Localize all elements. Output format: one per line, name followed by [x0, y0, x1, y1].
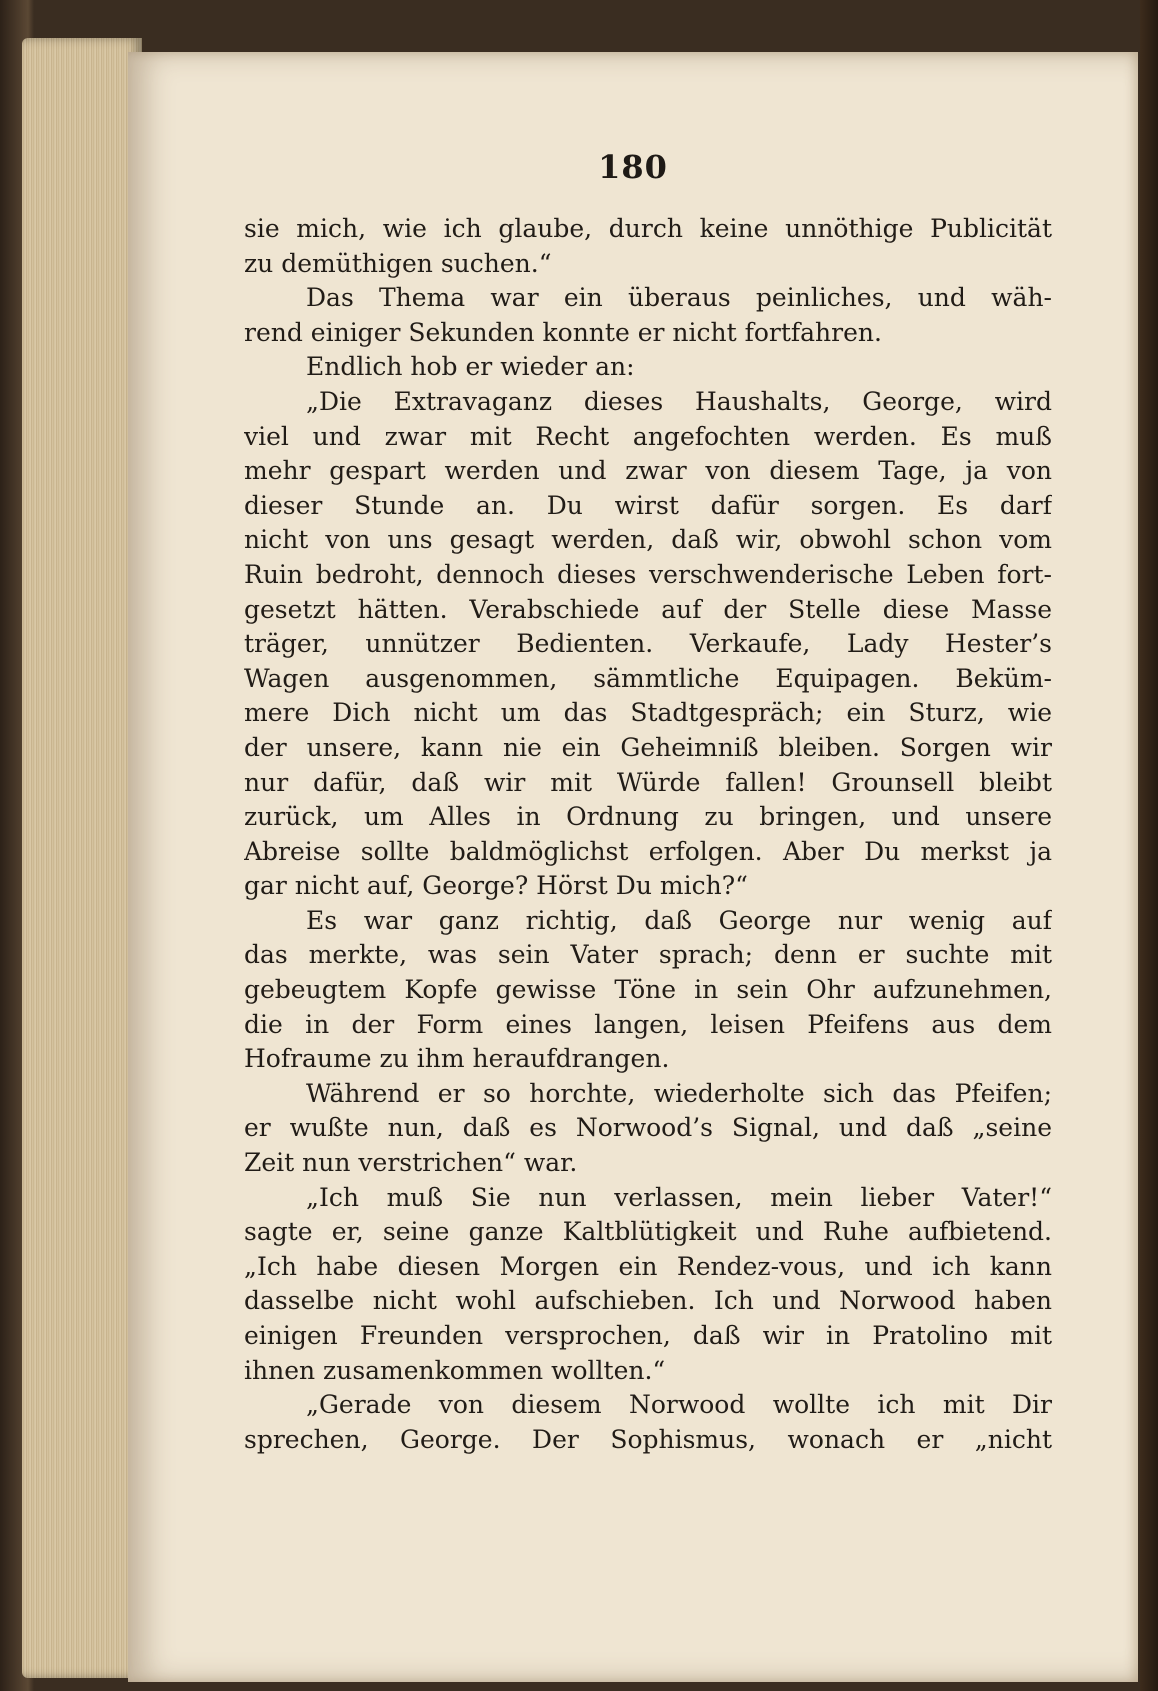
text-line: „Ich habe diesen Morgen ein Rendez-vous, und ich kann	[244, 1251, 1052, 1281]
text-line: Es war ganz richtig, daß George nur wenig auf	[306, 905, 1052, 935]
text-line: einigen Freunden versprochen, daß wir in Pratolino mit	[244, 1321, 1052, 1350]
text-line: Das Thema war ein überaus peinliches, und wäh-	[306, 283, 1052, 313]
text-line: „Ich muß Sie nun verlassen, mein lieber Vater!“	[306, 1182, 1052, 1212]
text-line: mehr gespart werden und zwar von diesem Tage, ja von	[244, 456, 1052, 486]
page-number: 180	[598, 148, 668, 186]
text-line: gesetzt hätten. Verabschiede auf der Stelle diese Masse	[244, 594, 1052, 624]
text-line: zurück, um Alles in Ordnung zu bringen, und unsere	[244, 802, 1052, 832]
page-edges	[22, 38, 142, 1678]
text-line: Ruin bedroht, dennoch dieses verschwenderische Leben fort-	[244, 559, 1052, 589]
text-line: „Die Extravaganz dieses Haushalts, George, wird	[306, 386, 1052, 416]
text-line: dieser Stunde an. Du wirst dafür sorgen. Es darf	[244, 490, 1052, 520]
body-text	[244, 212, 1052, 1457]
text-line: Hofraume zu ihm heraufdrangen.	[244, 1044, 670, 1074]
text-line: er wußte nun, daß es Norwood’s Signal, und daß „seine	[244, 1113, 1052, 1143]
text-line: sie mich, wie ich glaube, durch keine unnöthige Publicität	[244, 214, 1052, 243]
text-line: nicht von uns gesagt werden, daß wir, obwohl schon vom	[244, 525, 1052, 555]
text-line: gebeugtem Kopfe gewisse Töne in sein Ohr aufzunehmen,	[244, 975, 1052, 1005]
text-line: gar nicht auf, George? Hörst Du mich?“	[244, 871, 748, 901]
text-line: rend einiger Sekunden konnte er nicht fortfahren.	[244, 317, 882, 347]
text-line: Während er so horchte, wiederholte sich das Pfeifen;	[306, 1078, 1052, 1108]
text-line: Abreise sollte baldmöglichst erfolgen. Aber Du merkst ja	[244, 836, 1052, 866]
text-line: sprechen, George. Der Sophismus, wonach er „nicht	[244, 1424, 1052, 1454]
text-line: mere Dich nicht um das Stadtgespräch; ein Sturz, wie	[244, 698, 1052, 728]
text-line: Zeit nun verstrichen“ war.	[244, 1148, 578, 1178]
text-line: die in der Form eines langen, leisen Pfeifens aus dem	[244, 1009, 1052, 1039]
text-line: ihnen zusamenkommen wollten.“	[244, 1355, 666, 1385]
text-line: „Gerade von diesem Norwood wollte ich mit Dir	[306, 1390, 1052, 1420]
text-line: zu demüthigen suchen.“	[244, 248, 552, 278]
text-line: nur dafür, daß wir mit Würde fallen! Grounsell bleibt	[244, 767, 1052, 797]
text-line: das merkte, was sein Vater sprach; denn er suchte mit	[244, 940, 1052, 970]
text-line: dasselbe nicht wohl aufschieben. Ich und Norwood haben	[244, 1286, 1052, 1316]
text-line: Endlich hob er wieder an:	[306, 352, 635, 382]
text-line: sagte er, seine ganze Kaltblütigkeit und Ruhe aufbietend.	[244, 1217, 1052, 1247]
text-line: träger, unnützer Bedienten. Verkaufe, Lady Hester’s	[244, 629, 1052, 659]
text-line: viel und zwar mit Recht angefochten werden. Es muß	[244, 421, 1052, 451]
text-line: der unsere, kann nie ein Geheimniß bleiben. Sorgen wir	[244, 732, 1052, 762]
text-line: Wagen ausgenommen, sämmtliche Equipagen. Beküm-	[244, 663, 1052, 693]
book-page	[128, 52, 1138, 1682]
book-cover-edge	[1140, 0, 1158, 1691]
